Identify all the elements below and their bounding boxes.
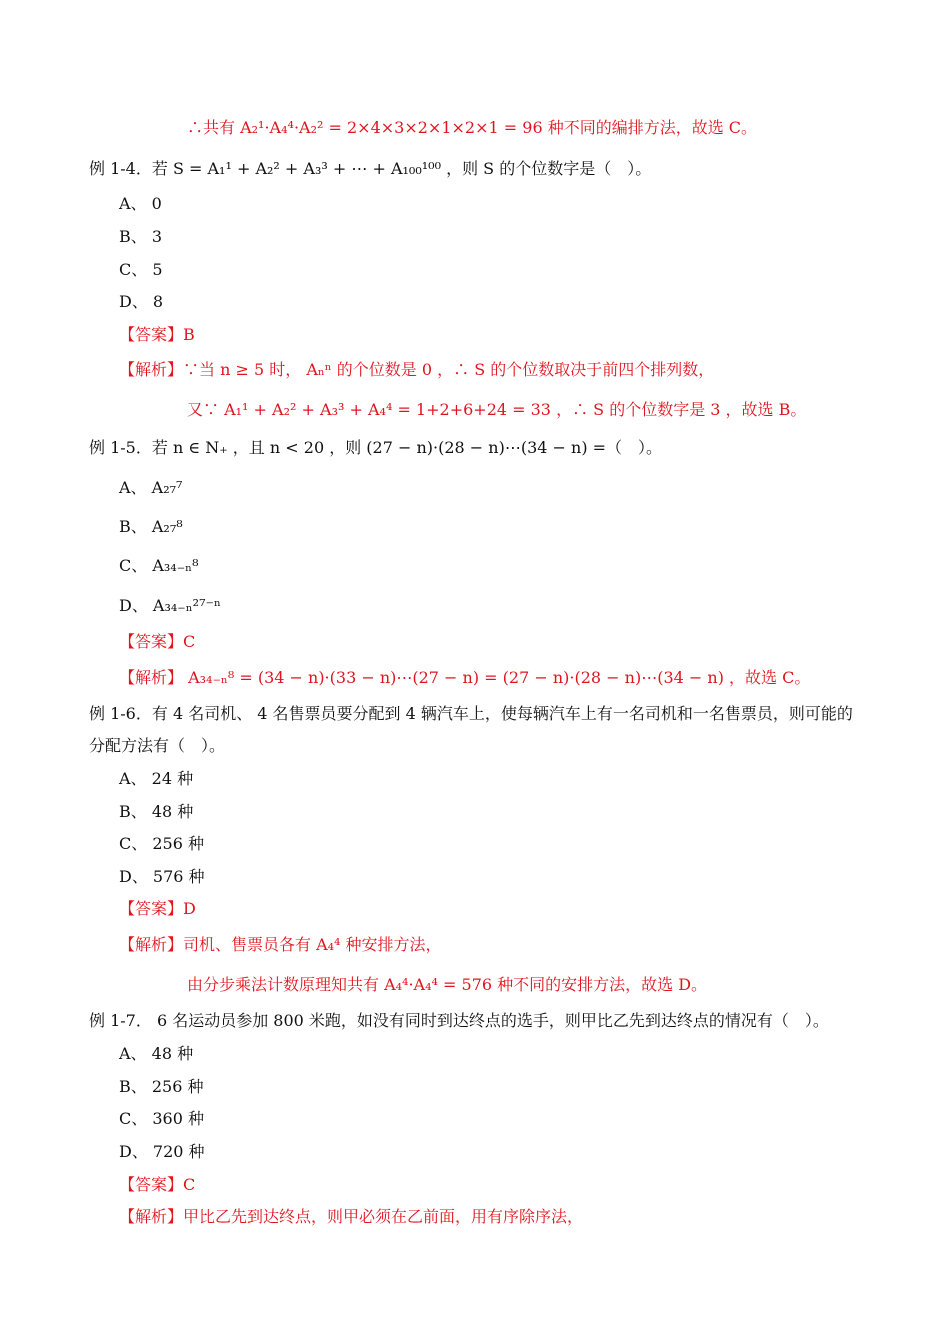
- analysis-text: 【解析】∵当 n ≥ 5 时， Aₙⁿ 的个位数是 0 ，∴ S 的个位数取决于前四个排列数，: [119, 360, 715, 379]
- analysis-text-continued: 由分步乘法计数原理知共有 A₄⁴·A₄⁴ = 576 种不同的安排方法，故选 D。: [187, 975, 708, 994]
- answer-label: 【答案】D: [119, 899, 196, 918]
- option-b: B、 A₂₇⁸: [119, 517, 183, 536]
- example-1-6-question-continued: 分配方法有（ ）。: [89, 736, 226, 755]
- example-1-6-question: 例 1-6．有 4 名司机、 4 名售票员要分配到 4 辆汽车上，使每辆汽车上有一名司机和一名售票员，则可能的: [89, 704, 853, 723]
- example-1-7-question: 例 1-7． 6 名运动员参加 800 米跑，如没有同时到达终点的选手，则甲比乙先到达终点的情况有（ ）。: [89, 1011, 829, 1030]
- solution-conclusion-1-3: ∴共有 A₂¹·A₄⁴·A₂² = 2×4×3×2×1×2×1 = 96 种不同的编排方法，故选 C。: [187, 118, 758, 137]
- answer-label: 【答案】C: [119, 1175, 196, 1194]
- option-b: B、 256 种: [119, 1077, 204, 1096]
- example-1-4-question: 例 1-4．若 S = A₁¹ + A₂² + A₃³ + ⋯ + A₁₀₀¹⁰⁰ ，则 S 的个位数字是（ ）。: [89, 159, 652, 178]
- answer-label: 【答案】B: [119, 325, 195, 344]
- option-a: A、 48 种: [119, 1044, 194, 1063]
- analysis-text: 【解析】甲比乙先到达终点，则甲必须在乙前面，用有序除序法，: [119, 1207, 584, 1226]
- option-c: C、 A₃₄₋ₙ⁸: [119, 556, 199, 575]
- example-1-5-question: 例 1-5．若 n ∈ N₊ ，且 n < 20 ，则 (27 − n)·(28 − n)⋯(34 − n) =（ ）。: [89, 438, 663, 457]
- option-d: D、 576 种: [119, 867, 205, 886]
- option-a: A、 0: [119, 194, 162, 213]
- option-d: D、 8: [119, 292, 164, 311]
- option-c: C、 256 种: [119, 834, 204, 853]
- option-d: D、 A₃₄₋ₙ²⁷⁻ⁿ: [119, 596, 221, 615]
- analysis-text-continued: 又∵ A₁¹ + A₂² + A₃³ + A₄⁴ = 1+2+6+24 = 33 ，∴ S 的个位数字是 3 ，故选 B。: [187, 400, 807, 419]
- analysis-text: 【解析】司机、售票员各有 A₄⁴ 种安排方法，: [119, 935, 442, 954]
- option-b: B、 48 种: [119, 802, 194, 821]
- option-a: A、 24 种: [119, 769, 194, 788]
- option-c: C、 360 种: [119, 1109, 204, 1128]
- option-d: D、 720 种: [119, 1142, 205, 1161]
- answer-label: 【答案】C: [119, 632, 196, 651]
- option-a: A、 A₂₇⁷: [119, 478, 183, 497]
- option-c: C、 5: [119, 260, 163, 279]
- option-b: B、 3: [119, 227, 163, 246]
- analysis-text: 【解析】 A₃₄₋ₙ⁸ = (34 − n)·(33 − n)⋯(27 − n) = (27 − n)·(28 − n)⋯(34 − n) ，故选 C。: [119, 668, 811, 687]
